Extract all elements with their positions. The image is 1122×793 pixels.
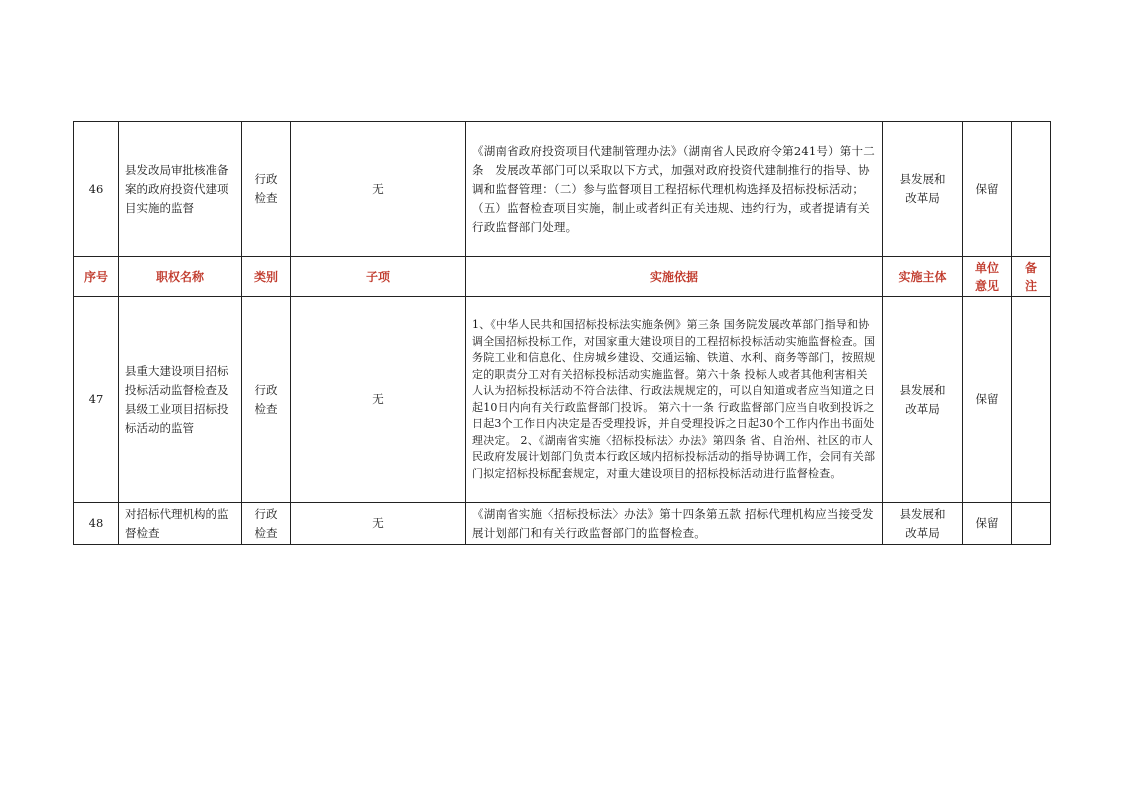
table-row xyxy=(74,297,1051,503)
sub-item-cell: 无 xyxy=(291,122,466,257)
header-remark: 备 注 xyxy=(1012,257,1051,297)
remark-cell xyxy=(1012,122,1051,257)
remark-cell xyxy=(1012,503,1051,545)
authority-name-cell: 对招标代理机构的监督检查 xyxy=(119,503,242,545)
header-subject: 实施主体 xyxy=(883,257,963,297)
opinion-cell: 保留 xyxy=(963,122,1012,257)
table-row xyxy=(74,122,1051,257)
opinion-cell: 保留 xyxy=(963,297,1012,503)
header-name: 职权名称 xyxy=(119,257,242,297)
table-row xyxy=(74,503,1051,545)
basis-cell: 《湖南省实施〈招标投标法〉办法》第十四条第五款 招标代理机构应当接受发展计划部门和有关行政监督部门的监督检查。 xyxy=(466,503,883,545)
sub-item-cell: 无 xyxy=(291,503,466,545)
seq-cell: 46 xyxy=(74,122,119,257)
header-basis: 实施依据 xyxy=(466,257,883,297)
subject-cell: 县发展和 改革局 xyxy=(883,122,963,257)
type-cell: 行政 检查 xyxy=(242,297,291,503)
type-cell: 行政 检查 xyxy=(242,122,291,257)
header-opinion: 单位 意见 xyxy=(963,257,1012,297)
authority-name-cell: 县发改局审批核准备案的政府投资代建项目实施的监督 xyxy=(119,122,242,257)
subject-cell: 县发展和 改革局 xyxy=(883,297,963,503)
sub-item-cell: 无 xyxy=(291,297,466,503)
opinion-cell: 保留 xyxy=(963,503,1012,545)
header-sub: 子项 xyxy=(291,257,466,297)
type-cell: 行政 检查 xyxy=(242,503,291,545)
basis-cell: 1、《中华人民共和国招标投标法实施条例》第三条 国务院发展改革部门指导和协调全国招标投标工作，对国家重大建设项目的工程招标投标活动实施监督检查。国务院工业和信息化、住房城乡建设、交通运输、铁道、水利、商务等部门，按照规定的职责分工对有关招标投标活动实施监督。第六十条 投标人或者其他利害相关人认为招标投标活动不符合法律、行政法规规定的，可以自知道或者应当知道之日起10日内向有关行政监督部门投诉。 第六十一条 行政监督部门应当自收到投诉之日起3个工作日内决定是否受理投诉，并自受理投诉之日起30个工作内作出书面处理决定。 2、《湖南省实施〈招标投标法〉办法》第四条 省、自治州、社区的市人民政府发展计划部门负责本行政区域内招标投标活动的指导协调工作，会同有关部门拟定招标投标配套规定，对重大建设项目的招标投标活动进行监督检查。 xyxy=(466,297,883,503)
table-header-row xyxy=(74,257,1051,297)
header-seq: 序号 xyxy=(74,257,119,297)
authority-name-cell: 县重大建设项目招标投标活动监督检查及县级工业项目招标投标活动的监管 xyxy=(119,297,242,503)
remark-cell xyxy=(1012,297,1051,503)
seq-cell: 47 xyxy=(74,297,119,503)
subject-cell: 县发展和 改革局 xyxy=(883,503,963,545)
basis-cell: 《湖南省政府投资项目代建制管理办法》（湖南省人民政府令第241号）第十二条 发展改革部门可以采取以下方式，加强对政府投资代建制推行的指导、协调和监督管理：（二）参与监督项目工程招标代理机构选择及招标投标活动；（五）监督检查项目实施，制止或者纠正有关违规、违约行为，或者提请有关行政监督部门处理。 xyxy=(466,122,883,257)
authority-table xyxy=(73,121,1051,545)
seq-cell: 48 xyxy=(74,503,119,545)
header-type: 类别 xyxy=(242,257,291,297)
